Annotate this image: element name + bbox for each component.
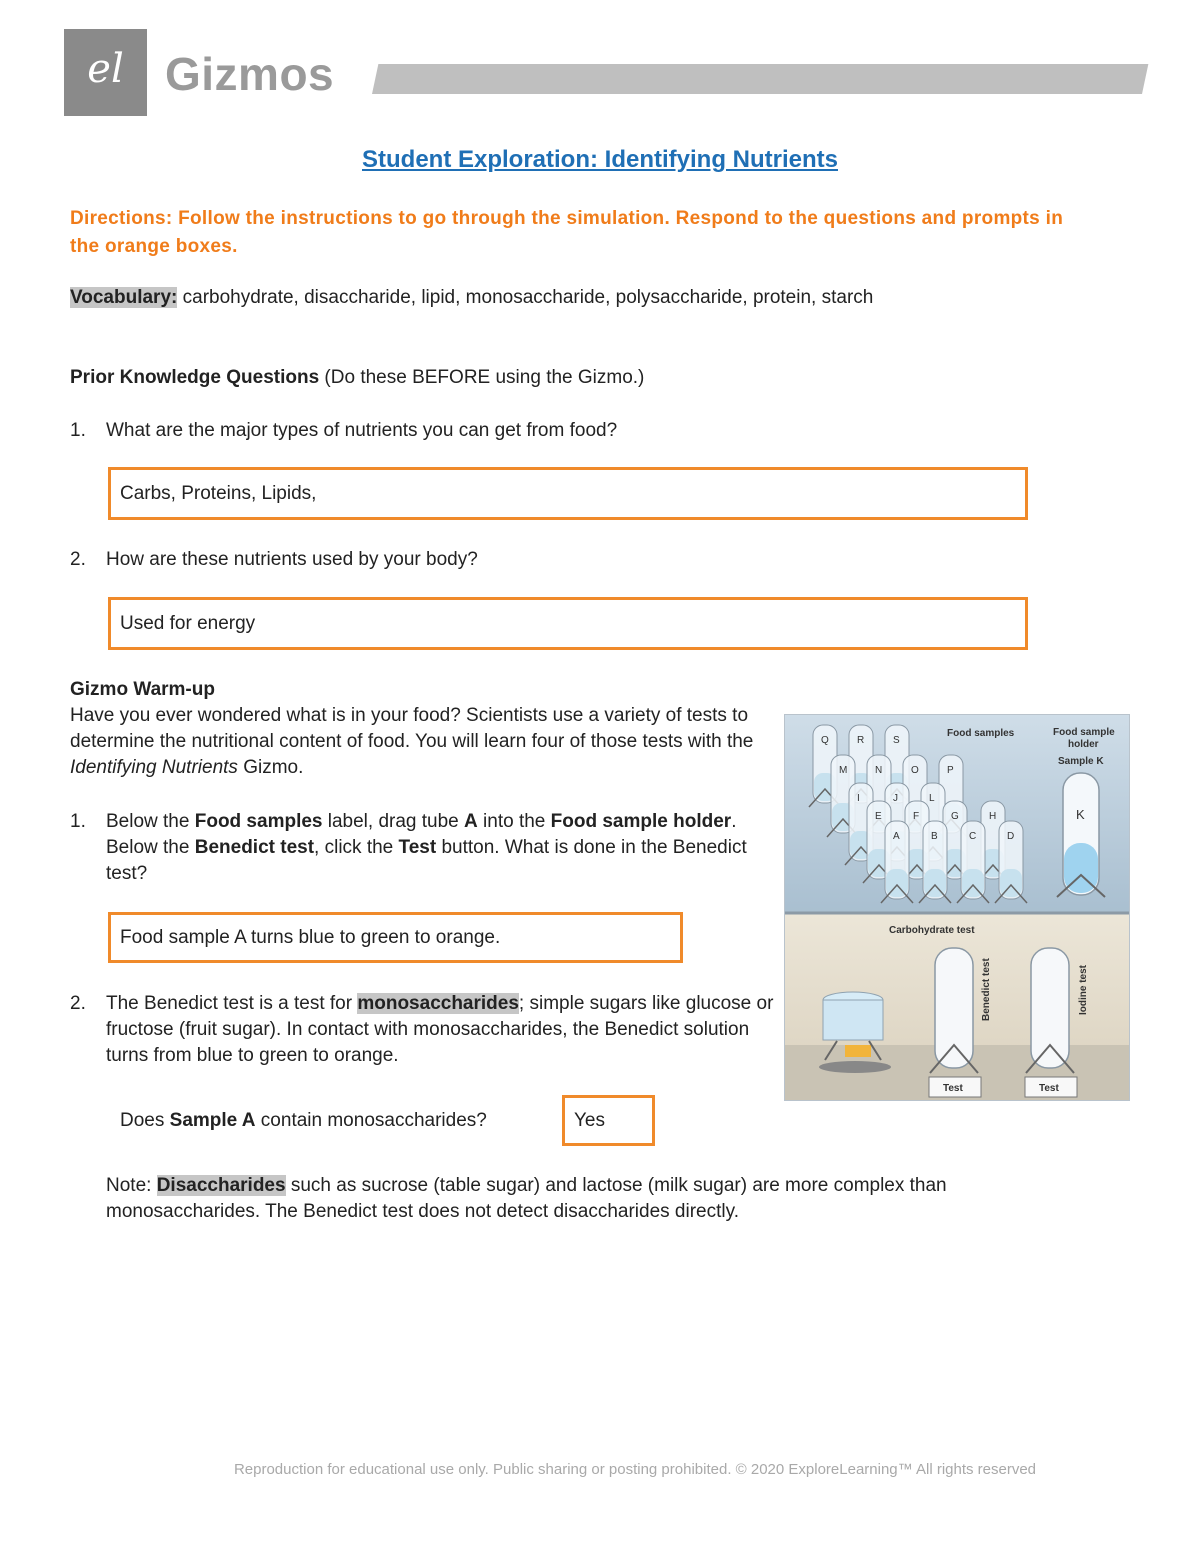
tube-letter: F	[913, 811, 920, 822]
tube-letter: M	[839, 765, 848, 776]
sample-question	[120, 1108, 487, 1134]
note-text	[106, 1173, 1086, 1225]
question-text: Does	[120, 1110, 170, 1131]
question-text: contain monosaccharides?	[255, 1110, 487, 1131]
step-text: , click the	[314, 837, 399, 858]
vocabulary-line	[70, 285, 873, 311]
step-1-number: 1.	[70, 811, 86, 832]
step-bold: Test	[398, 837, 437, 858]
vocab-highlight: monosaccharides	[357, 993, 519, 1014]
holder-sample-label: Sample K	[1058, 756, 1104, 767]
step-text: . Below the	[106, 811, 737, 858]
page-title: Student Exploration: Identifying Nutrients	[362, 146, 838, 173]
prior-note: (Do these BEFORE using the Gizmo.)	[319, 367, 645, 388]
food-samples-label: Food samples	[947, 728, 1015, 739]
step-bold: A	[464, 811, 478, 832]
tube-letter: G	[951, 811, 959, 822]
step-text: ; simple sugars like glucose or fructose (fruit sugar). In contact with monosaccharides, the Benedict solution turns from blue to green to orange.	[106, 993, 774, 1066]
header-banner	[372, 64, 1148, 94]
intro-gizmo-name: Identifying Nutrients	[70, 757, 238, 778]
answer-box-1[interactable]	[108, 467, 1028, 520]
question-text: What are the major types of nutrients you can get from food?	[106, 420, 618, 441]
copyright-footer: Reproduction for educational use only. Public sharing or posting prohibited. © 2020 ExploreLearning™ All rights reserved	[233, 1461, 1037, 1478]
step-1-text	[106, 809, 772, 887]
vocab-highlight: Disaccharides	[156, 1175, 286, 1196]
question-number: 1.	[70, 420, 86, 441]
iodine-test-label: Iodine test	[1078, 964, 1089, 1015]
iodine-test-button-label: Test	[1039, 1083, 1059, 1094]
step-text: The Benedict test is a test for	[106, 993, 358, 1014]
question-2	[70, 547, 478, 573]
step-text: Below the	[106, 811, 195, 832]
holder-tube-letter: K	[1076, 807, 1085, 822]
gizmo-simulation-image	[784, 714, 1130, 1101]
intro-text: Have you ever wondered what is in your food? Scientists use a variety of tests to determine the nutritional content of food. You will learn four of those tests with the	[70, 705, 754, 752]
answer-text: Carbs, Proteins, Lipids,	[120, 482, 317, 504]
tube-letter: P	[947, 765, 954, 776]
note-body: such as sucrose (table sugar) and lactose (milk sugar) are more complex than monosaccharides. The Benedict test does not detect disaccharides directly.	[106, 1175, 947, 1222]
tube-letter: E	[875, 811, 882, 822]
tube-letter: I	[857, 793, 860, 804]
vocabulary-label: Vocabulary:	[70, 287, 178, 308]
answer-text: Used for energy	[120, 612, 256, 634]
question-1	[70, 418, 618, 444]
step-bold: Food sample holder	[550, 811, 732, 832]
intro-text-end: Gizmo.	[237, 757, 304, 778]
benedict-test-label: Benedict test	[981, 958, 992, 1021]
step-text: button. What is done in the Benedict test?	[106, 837, 747, 884]
holder-label-1: Food sample	[1053, 727, 1115, 738]
tube-letter: J	[893, 793, 898, 804]
prior-heading: Prior Knowledge Questions	[70, 367, 320, 388]
tube-letter: L	[929, 793, 935, 804]
step-2-text	[106, 991, 778, 1069]
directions: Directions: Follow the instructions to go through the simulation. Respond to the questions and prompts in the orange boxes.	[70, 208, 1064, 257]
holder-label-2: holder	[1068, 739, 1099, 750]
question-number: 2.	[70, 549, 86, 570]
logo-glyph: el	[87, 46, 124, 92]
step-bold: Food samples	[194, 811, 323, 832]
answer-text: Yes	[574, 1109, 605, 1131]
question-bold: Sample A	[169, 1110, 256, 1131]
tube-letter: H	[989, 811, 997, 822]
answer-box-4[interactable]	[562, 1095, 655, 1146]
tube-letter: R	[857, 735, 865, 746]
tube-letter: B	[931, 831, 938, 842]
tube-letter: C	[969, 831, 977, 842]
step-text: label, drag tube	[322, 811, 465, 832]
note-label: Note:	[106, 1175, 157, 1196]
tube-letter: Q	[821, 735, 829, 746]
answer-text: Food sample A turns blue to green to orange.	[120, 926, 501, 948]
tube-letter: N	[875, 765, 883, 776]
holder-tube	[1057, 773, 1105, 897]
answer-box-3[interactable]	[108, 912, 683, 963]
brand-name: Gizmos	[165, 48, 335, 100]
step-2-number: 2.	[70, 993, 86, 1014]
step-bold: Benedict test	[194, 837, 315, 858]
tube-letter: A	[893, 831, 900, 842]
tube-letter: S	[893, 735, 900, 746]
warmup-intro	[70, 703, 770, 781]
tube-letter: D	[1007, 831, 1015, 842]
step-text: into the	[477, 811, 551, 832]
vocabulary-terms: carbohydrate, disaccharide, lipid, monosaccharide, polysaccharide, protein, starch	[177, 287, 874, 308]
answer-box-2[interactable]	[108, 597, 1028, 650]
prior-heading-line	[70, 365, 644, 391]
question-text: How are these nutrients used by your body?	[106, 549, 478, 570]
benedict-test-button-label: Test	[943, 1083, 963, 1094]
carb-test-label: Carbohydrate test	[889, 925, 975, 936]
warmup-heading: Gizmo Warm-up	[70, 679, 215, 700]
tube-letter: O	[911, 765, 919, 776]
